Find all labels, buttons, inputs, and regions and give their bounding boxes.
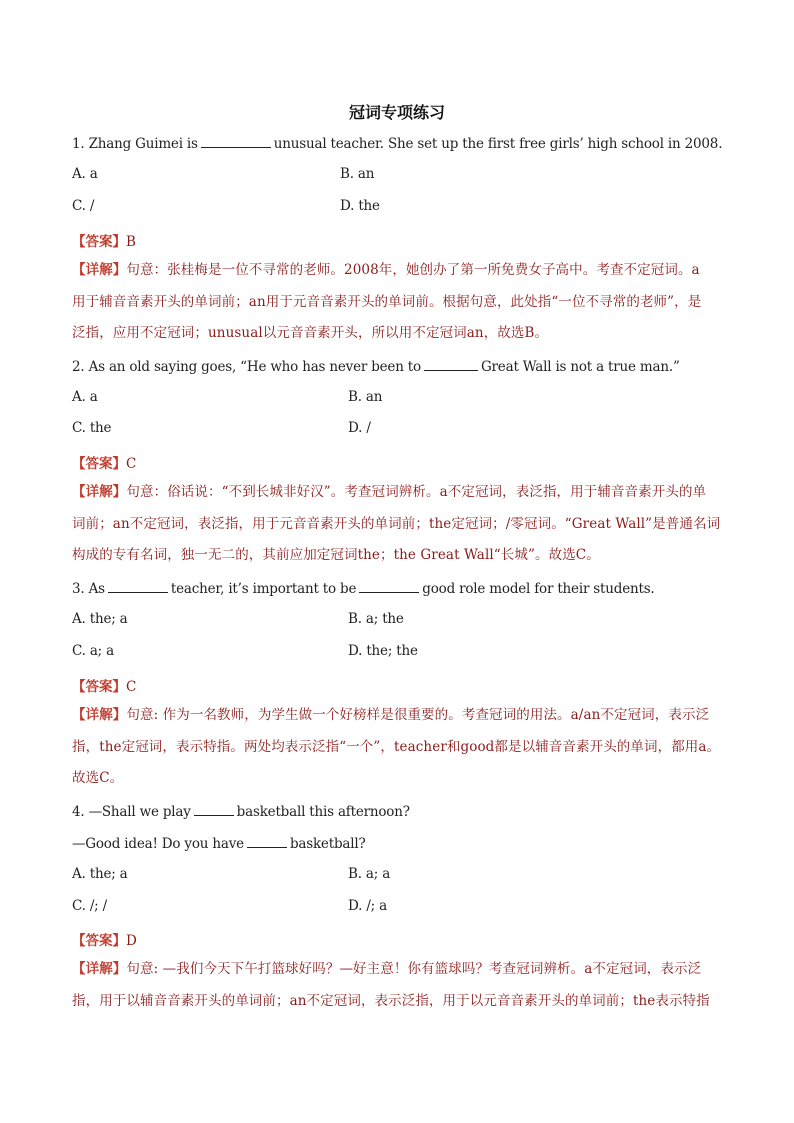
answer-blank — [359, 579, 419, 593]
answer-value: C — [126, 679, 137, 695]
answer-blank — [424, 357, 478, 371]
option-c: C. a; a — [72, 643, 114, 659]
answer-line — [72, 675, 136, 695]
detail-line: 构成的专有名词，独一无二的，其前应加定冠词the；the Great Wall“长城”。故选C。 — [72, 547, 600, 563]
option-a: A. the; a — [72, 866, 128, 882]
option-b: B. a; the — [348, 611, 404, 627]
detail-line: 【详解】句意: 作为一名教师，为学生做一个好榜样是很重要的。考查冠词的用法。a/an不定冠词，表示泛 — [72, 707, 710, 723]
answer-blank — [201, 134, 271, 148]
answer-line — [72, 452, 136, 472]
option-b: B. an — [340, 166, 375, 182]
detail-label: 【详解】 — [72, 961, 127, 977]
option-c: C. the — [72, 420, 112, 436]
page-title: 冠词专项练习 — [348, 103, 445, 122]
question-2-stem — [72, 357, 722, 375]
detail-line: 词前；an不定冠词，表泛指，用于元音音素开头的单词前；the定冠词；/零冠词。“Great Wall”是普通名词 — [72, 515, 721, 532]
question-4-stem — [72, 802, 722, 820]
detail-label: 【详解】 — [72, 484, 127, 500]
detail-block — [72, 477, 722, 572]
stem-text: basketball this afternoon? — [236, 804, 410, 820]
answer-label: 【答案】 — [72, 234, 126, 250]
answer-label: 【答案】 — [72, 933, 126, 949]
option-a: A. a — [72, 166, 98, 182]
question-3-stem — [72, 579, 722, 597]
stem-text: unusual teacher. She set up the first free girls’ high school in 2008. — [273, 136, 723, 152]
detail-line: 【详解】句意: —我们今天下午打篮球好吗？—好主意！你有篮球吗？考查冠词辨析。a不定冠词，表示泛 — [72, 961, 702, 977]
option-d: D. / — [348, 420, 371, 436]
option-d: D. /; a — [348, 898, 387, 914]
answer-label: 【答案】 — [72, 456, 126, 472]
option-d: D. the — [340, 198, 380, 214]
answer-blank — [194, 802, 234, 816]
question-4-stem-2 — [72, 834, 722, 852]
stem-text: —Good idea! Do you have — [72, 836, 244, 852]
option-d: D. the; the — [348, 643, 418, 659]
detail-line: 用于辅音音素开头的单词前；an用于元音音素开头的单词前。根据句意，此处指“一位不寻常的老师”，是 — [72, 293, 702, 310]
detail-line: 【详解】句意：张桂梅是一位不寻常的老师。2008年，她创办了第一所免费女子高中。考查不定冠词。a — [72, 262, 700, 278]
option-a: A. a — [72, 389, 98, 405]
stem-text: teacher, it’s important to be — [170, 581, 357, 597]
answer-blank — [247, 834, 287, 848]
answer-line — [72, 230, 136, 250]
question-1-stem — [72, 134, 722, 152]
option-c: C. / — [72, 198, 95, 214]
detail-line: 故选C。 — [72, 770, 124, 786]
answer-value: D — [126, 933, 137, 949]
option-c: C. /; / — [72, 898, 107, 914]
detail-line: 指，用于以辅音音素开头的单词前；an不定冠词，表示泛指，用于以元音音素开头的单词前；the表示特指 — [72, 992, 710, 1009]
answer-label: 【答案】 — [72, 679, 126, 695]
stem-text: 3. As — [72, 581, 105, 597]
detail-line: 【详解】句意：俗话说：“不到长城非好汉”。考查冠词辨析。a不定冠词，表泛指，用于辅音音素开头的单 — [72, 484, 707, 500]
detail-block — [72, 255, 722, 350]
answer-value: B — [126, 234, 136, 250]
option-b: B. an — [348, 389, 383, 405]
detail-label: 【详解】 — [72, 707, 127, 723]
stem-text: basketball? — [289, 836, 366, 852]
answer-value: C — [126, 456, 137, 472]
detail-line: 指，the定冠词，表示特指。两处均表示泛指“一个”，teacher和good都是以辅音音素开头的单词，都用a。 — [72, 738, 721, 755]
detail-block — [72, 700, 722, 795]
stem-text: good role model for their students. — [422, 581, 655, 597]
option-a: A. the; a — [72, 611, 128, 627]
option-b: B. a; a — [348, 866, 391, 882]
answer-line — [72, 929, 137, 949]
stem-text: 1. Zhang Guimei is — [72, 136, 198, 152]
answer-blank — [108, 579, 168, 593]
detail-line: 泛指，应用不定冠词；unusual以元音音素开头，所以用不定冠词an，故选B。 — [72, 325, 549, 341]
stem-text: Great Wall is not a true man.” — [480, 359, 680, 375]
stem-text: 2. As an old saying goes, “He who has never been to — [72, 359, 421, 375]
stem-text: 4. —Shall we play — [72, 804, 191, 820]
detail-label: 【详解】 — [72, 262, 127, 278]
detail-block — [72, 954, 722, 1017]
